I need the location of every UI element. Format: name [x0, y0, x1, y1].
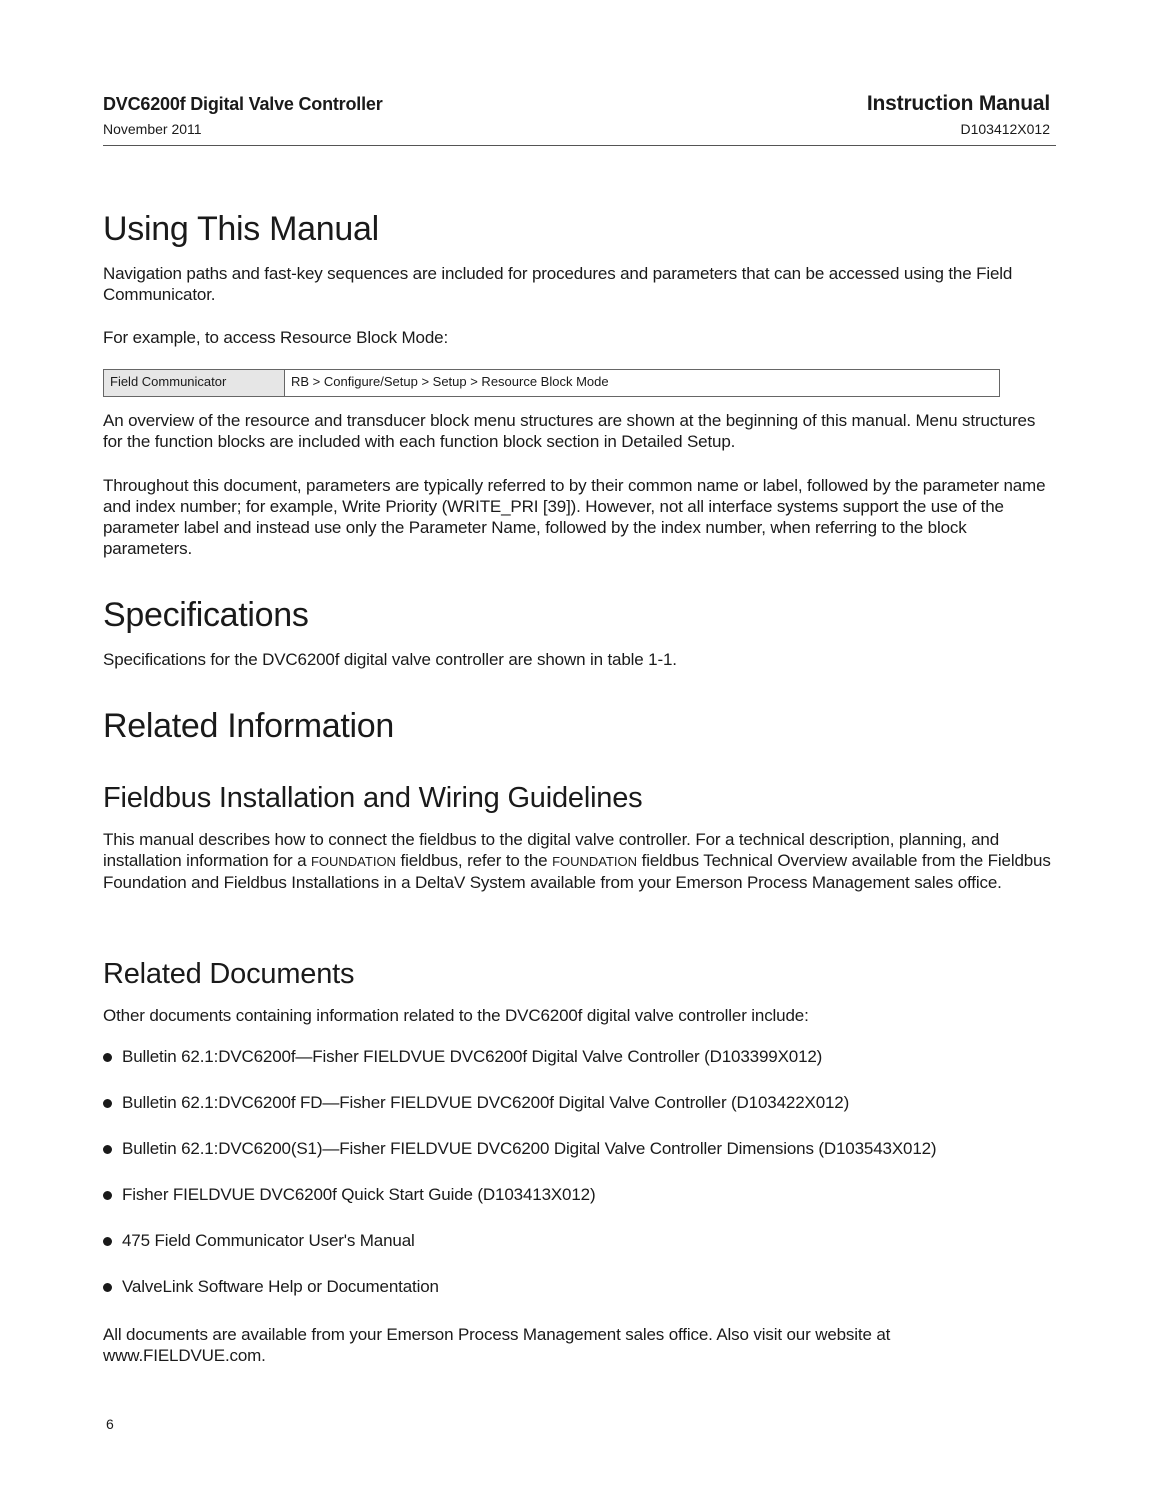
document-title: Bulletin 62.1:DVC6200f—Fisher FIELDVUE DVC6200f Digital Valve Controller (D103399X012) [122, 1047, 823, 1066]
using-manual-throughout: Throughout this document, parameters are typically referred to by their common name or label, followed by the parameter name and index number; for example, Write Priority (WRITE_PRI [39]). However, not all interface systems support the use of the parameter label and instead use only the Parameter Name, followed by the index number, when referring to the block parameters. [103, 476, 1046, 558]
list-item [103, 1276, 1056, 1322]
fieldbus-text [103, 829, 1056, 893]
nav-table-label: Field Communicator [104, 370, 285, 396]
using-manual-example: For example, to access Resource Block Mode: [103, 328, 449, 347]
related-documents-list [103, 1046, 1056, 1322]
specifications-text: Specifications for the DVC6200f digital valve controller are shown in table 1-1. [103, 650, 677, 669]
heading-related-information: Related Information [103, 707, 395, 745]
foundation-smallcaps-2: FOUNDATION [552, 854, 638, 869]
heading-using-this-manual: Using This Manual [103, 210, 379, 248]
header-document-number: D103412X012 [960, 121, 1050, 137]
using-manual-overview: An overview of the resource and transducer block menu structures are shown at the beginning of this manual. Menu structures for the function blocks are included with each function block section in Detailed Setup. [103, 411, 1036, 451]
related-documents-closing: All documents are available from your Emerson Process Management sales office. Also visit our website at www.FIELDVUE.com. [103, 1325, 891, 1365]
bullet-icon [103, 1191, 112, 1200]
bullet-icon [103, 1053, 112, 1062]
list-item [103, 1184, 1056, 1230]
list-item [103, 1230, 1056, 1276]
document-title: Fisher FIELDVUE DVC6200f Quick Start Guide (D103413X012) [122, 1185, 596, 1204]
document-title: ValveLink Software Help or Documentation [122, 1277, 439, 1296]
fieldbus-text-part-3: fieldbus Technical Overview available from the Fieldbus Foundation and Fieldbus Installations in a DeltaV System available from your Emerson Process Management sales office. [103, 851, 1051, 892]
related-documents-intro: Other documents containing information related to the DVC6200f digital valve controller include: [103, 1006, 809, 1025]
nav-table-path: RB > Configure/Setup > Setup > Resource Block Mode [291, 374, 609, 389]
list-item [103, 1092, 1056, 1138]
header-product-title: DVC6200f Digital Valve Controller [103, 94, 383, 114]
navigation-path-table [103, 369, 1000, 397]
page-number: 6 [106, 1416, 114, 1432]
fieldbus-text-part-1: This manual describes how to connect the fieldbus to the digital valve controller. For a technical description, planning, and installation information for a [103, 830, 999, 870]
fieldbus-text-part-2: fieldbus, refer to the [395, 851, 553, 870]
heading-related-documents: Related Documents [103, 958, 355, 990]
foundation-smallcaps-1: FOUNDATION [310, 854, 396, 869]
heading-specifications: Specifications [103, 596, 309, 634]
document-title: Bulletin 62.1:DVC6200f FD—Fisher FIELDVUE DVC6200f Digital Valve Controller (D103422X012) [122, 1093, 850, 1112]
document-title: Bulletin 62.1:DVC6200(S1)—Fisher FIELDVUE DVC6200 Digital Valve Controller Dimensions (D103543X012) [122, 1139, 937, 1158]
document-title: 475 Field Communicator User's Manual [122, 1231, 415, 1250]
bullet-icon [103, 1283, 112, 1292]
list-item [103, 1046, 1056, 1092]
list-item [103, 1138, 1056, 1184]
bullet-icon [103, 1145, 112, 1154]
header-divider [103, 145, 1056, 146]
heading-fieldbus-guidelines: Fieldbus Installation and Wiring Guidelines [103, 782, 643, 814]
header-manual-type: Instruction Manual [866, 92, 1050, 115]
header-date: November 2011 [103, 121, 202, 137]
using-manual-intro: Navigation paths and fast-key sequences are included for procedures and parameters that can be accessed using the Field Communicator. [103, 264, 1013, 304]
bullet-icon [103, 1237, 112, 1246]
bullet-icon [103, 1099, 112, 1108]
